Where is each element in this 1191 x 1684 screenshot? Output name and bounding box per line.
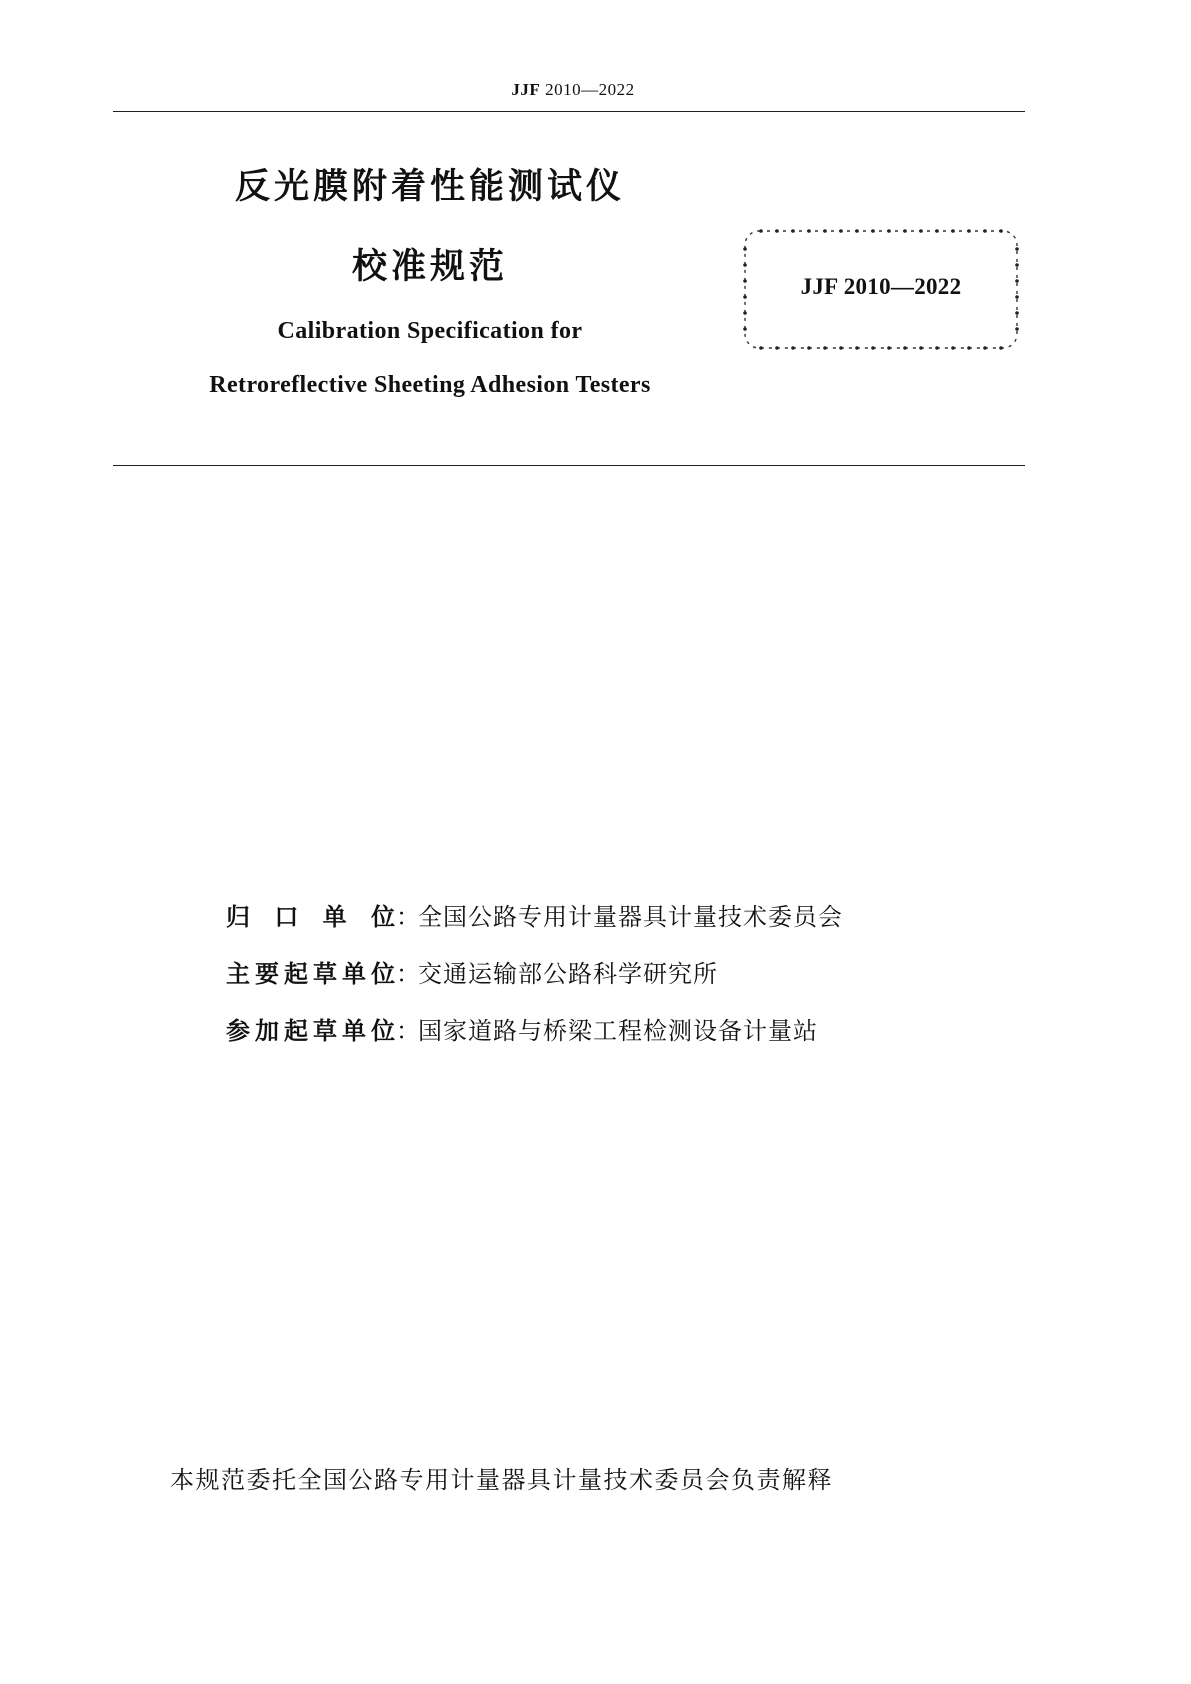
border-ornament xyxy=(759,346,763,350)
border-ornament xyxy=(983,346,987,350)
border-ornament xyxy=(1015,263,1019,267)
title-cn-line2: 校准规范 xyxy=(351,247,508,287)
border-ornament xyxy=(887,346,891,350)
border-ornament xyxy=(999,346,1003,350)
unit-value: 全国公路专用计量器具计量技术委员会 xyxy=(418,903,843,931)
border-ornament xyxy=(1015,311,1019,315)
unit-row-main-drafter xyxy=(226,954,718,994)
border-ornament xyxy=(823,346,827,350)
border-ornament xyxy=(871,229,875,233)
border-ornament xyxy=(887,229,891,233)
border-ornament xyxy=(807,229,811,233)
unit-row-centralized xyxy=(226,897,843,937)
border-ornament xyxy=(951,229,955,233)
running-header-prefix: JJF xyxy=(511,80,541,99)
border-ornament xyxy=(839,346,843,350)
title-rule xyxy=(113,465,1025,466)
border-ornament xyxy=(775,346,779,350)
border-ornament xyxy=(807,346,811,350)
border-ornament xyxy=(743,263,747,267)
border-ornament xyxy=(935,346,939,350)
border-ornament xyxy=(967,229,971,233)
border-ornament xyxy=(855,229,859,233)
standard-code: JJF 2010—2022 xyxy=(800,274,962,299)
border-ornament xyxy=(823,229,827,233)
border-ornament xyxy=(775,229,779,233)
unit-row-participating-drafter xyxy=(226,1011,818,1051)
unit-value: 国家道路与桥梁工程检测设备计量站 xyxy=(418,1017,818,1045)
unit-separator: ： xyxy=(396,1017,420,1045)
border-ornament xyxy=(759,229,763,233)
border-ornament xyxy=(743,247,747,251)
interpretation-note: 本规范委托全国公路专用计量器具计量技术委员会负责解释 xyxy=(170,1466,833,1494)
border-ornament xyxy=(983,229,987,233)
border-ornament xyxy=(839,229,843,233)
border-ornament xyxy=(791,346,795,350)
border-ornament xyxy=(919,229,923,233)
border-ornament xyxy=(919,346,923,350)
running-header-number: 2010—2022 xyxy=(545,80,635,99)
unit-label: 归口单位 xyxy=(226,903,396,931)
title-cn-line1: 反光膜附着性能测试仪 xyxy=(234,167,625,207)
standard-code-box xyxy=(741,227,1021,352)
border-ornament xyxy=(743,327,747,331)
header-rule xyxy=(113,111,1025,112)
running-header xyxy=(0,80,1146,100)
border-ornament xyxy=(967,346,971,350)
border-ornament xyxy=(791,229,795,233)
border-ornament xyxy=(1015,247,1019,251)
unit-separator: ： xyxy=(396,903,420,931)
border-ornament xyxy=(871,346,875,350)
border-ornament xyxy=(999,229,1003,233)
unit-label: 参加起草单位 xyxy=(226,1017,396,1045)
title-en-line1: Calibration Specification for xyxy=(277,318,583,344)
title-en-line2: Retroreflective Sheeting Adhesion Testers xyxy=(209,372,651,398)
border-ornament xyxy=(935,229,939,233)
unit-value: 交通运输部公路科学研究所 xyxy=(418,960,718,988)
border-ornament xyxy=(855,346,859,350)
unit-label: 主要起草单位 xyxy=(226,960,396,988)
border-ornament xyxy=(1015,327,1019,331)
border-ornament xyxy=(903,229,907,233)
unit-separator: ： xyxy=(396,960,420,988)
border-ornament xyxy=(951,346,955,350)
border-ornament xyxy=(903,346,907,350)
border-ornament xyxy=(743,311,747,315)
